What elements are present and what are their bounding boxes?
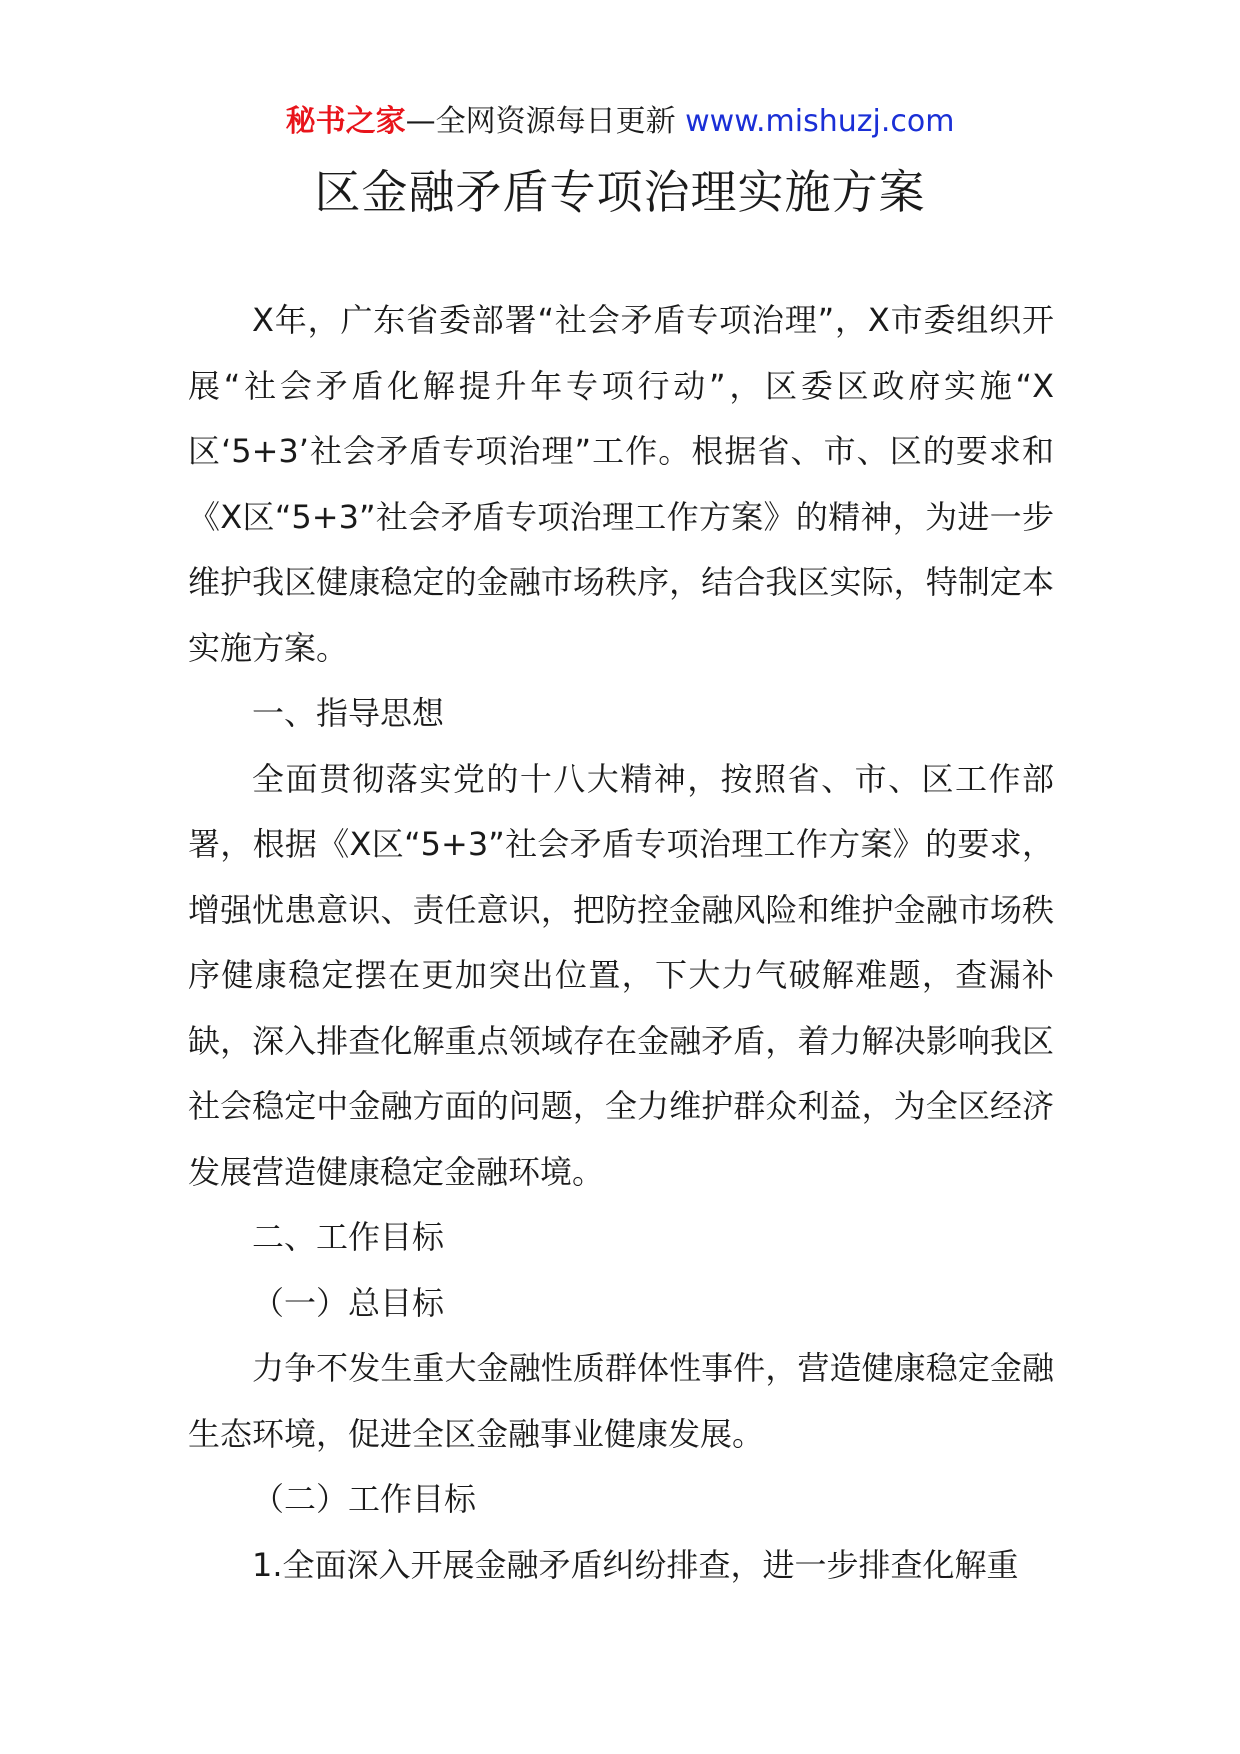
subsection-heading-overall-goal: （一）总目标	[252, 1283, 445, 1322]
section-heading-work-goals: 二、工作目标	[252, 1218, 445, 1256]
header-tagline: —全网资源每日更新	[405, 104, 686, 139]
paragraph-intro: X年，广东省委部署“社会矛盾专项治理”，X市委组织开展“社会矛盾化解提升年专项行动”，区委区政府实施“X区‘5+3’社会矛盾专项治理”工作。根据省、市、区的要求和《X区“5+3”社会矛盾专项治理工作方案》的精神，为进一步维护我区健康稳定的金融市场秩序，结合我区实际，特制定本实施方案。	[188, 301, 1054, 667]
paragraph-guiding-thought: 全面贯彻落实党的十八大精神，按照省、市、区工作部署，根据《X区“5+3”社会矛盾专项治理工作方案》的要求，增强忧患意识、责任意识，把防控金融风险和维护金融市场秩序健康稳定摆在更加突出位置，下大力气破解难题，查漏补缺，深入排查化解重点领域存在金融矛盾，着力解决影响我区社会稳定中金融方面的问题，全力维护群众利益，为全区经济发展营造健康稳定金融环境。	[188, 759, 1054, 1191]
paragraph-overall-goal: 力争不发生重大金融性质群体性事件，营造健康稳定金融生态环境，促进全区金融事业健康发展。	[188, 1349, 1054, 1453]
document-body	[188, 288, 1054, 1598]
site-link[interactable]: www.mishuzj.com	[685, 104, 955, 139]
header-banner	[0, 100, 1240, 144]
brand-name: 秘书之家	[285, 104, 406, 139]
paragraph-goal-item-1: 1.全面深入开展金融矛盾纠纷排查，进一步排查化解重	[252, 1545, 1019, 1584]
subsection-heading-work-goals: （二）工作目标	[252, 1480, 477, 1518]
section-heading-guiding-thought: 一、指导思想	[252, 694, 445, 732]
document-title: 区金融矛盾专项治理实施方案	[314, 165, 926, 219]
